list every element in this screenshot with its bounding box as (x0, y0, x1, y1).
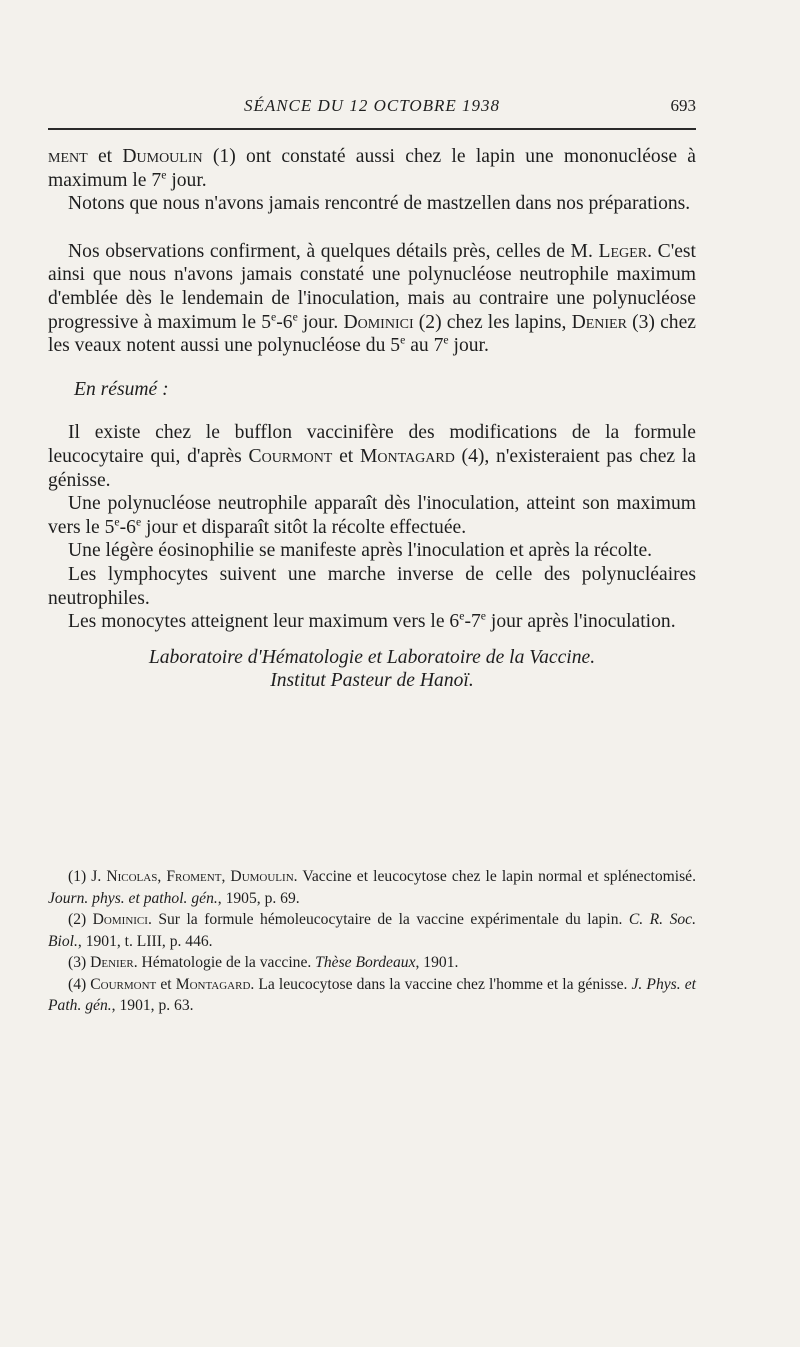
paragraph-mastzellen: Notons que nous n'avons jamais rencontré de mastzellen dans nos préparations. (68, 193, 691, 215)
section-heading-en-resume: En résumé : (74, 378, 169, 400)
footnote-2: (2) Dominici. Sur la formule hémoleucocytaire de la vaccine expérimentale du lapin. C. R. Soc. Biol., 1901, t. LIII, p. 446. (48, 911, 696, 950)
footnote-1: (1) J. Nicolas, Froment, Dumoulin. Vaccine et leucocytose chez le lapin normal et splénectomisé. Journ. phys. et pathol. gén., 1905, p. 69. (48, 868, 696, 907)
paragraph-monocytes: Les monocytes atteignent leur maximum vers le 6e-7e jour après l'inoculation. (68, 609, 676, 633)
paragraph-lymphocytes: Les lymphocytes suivent une marche inverse de celle des polynucléaires neutrophiles. (48, 563, 696, 609)
affiliation (48, 646, 696, 693)
page-number: 693 (670, 96, 696, 115)
affiliation-line-2: Institut Pasteur de Hanoï. (270, 670, 474, 692)
footnote-4: (4) Courmont et Montagard. La leucocytose dans la vaccine chez l'homme et la génisse. J. Phys. et Path. gén., 1901, p. 63. (48, 975, 696, 1014)
affiliation-line-1: Laboratoire d'Hématologie et Laboratoire de la Vaccine. (148, 646, 596, 668)
paragraph-observations: Nos observations confirment, à quelques détails près, celles de M. Leger. C'est ainsi que nous n'avons jamais constaté une polynucléose neutrophile maximum d'emblée dès le lendemain de l'inoculation, mais au contraire une polynucléose progressive à maximum le 5e-6e jour. Dominici (2) chez les lapins, Denier (3) chez les veaux notent aussi une polynucléose du 5e au 7e jour. (48, 240, 696, 357)
paragraph-eosinophilie: Une légère éosinophilie se manifeste après l'inoculation et après la récolte. (68, 540, 653, 562)
page-header (48, 96, 696, 120)
footnotes (48, 866, 696, 1017)
body-text (48, 145, 696, 693)
paragraph-mononucleose: ment et Dumoulin (1) ont constaté aussi chez le lapin une mononucléose à maximum le 7e jour. (48, 146, 696, 191)
header-rule (48, 128, 696, 130)
paragraph-polynucleose: Une polynucléose neutrophile apparaît dès l'inoculation, atteint son maximum vers le 5e-6e jour et disparaît sitôt la récolte effectuée. (48, 493, 696, 538)
paragraph-bufflon: Il existe chez le bufflon vaccinifère des modifications de la formule leucocytaire qui, d'après Courmont et Montagard (4), n'existeraient pas chez la génisse. (48, 422, 696, 491)
footnote-3: (3) Denier. Hématologie de la vaccine. Thèse Bordeaux, 1901. (68, 954, 459, 971)
running-title: SÉANCE DU 12 OCTOBRE 1938 (243, 96, 501, 115)
